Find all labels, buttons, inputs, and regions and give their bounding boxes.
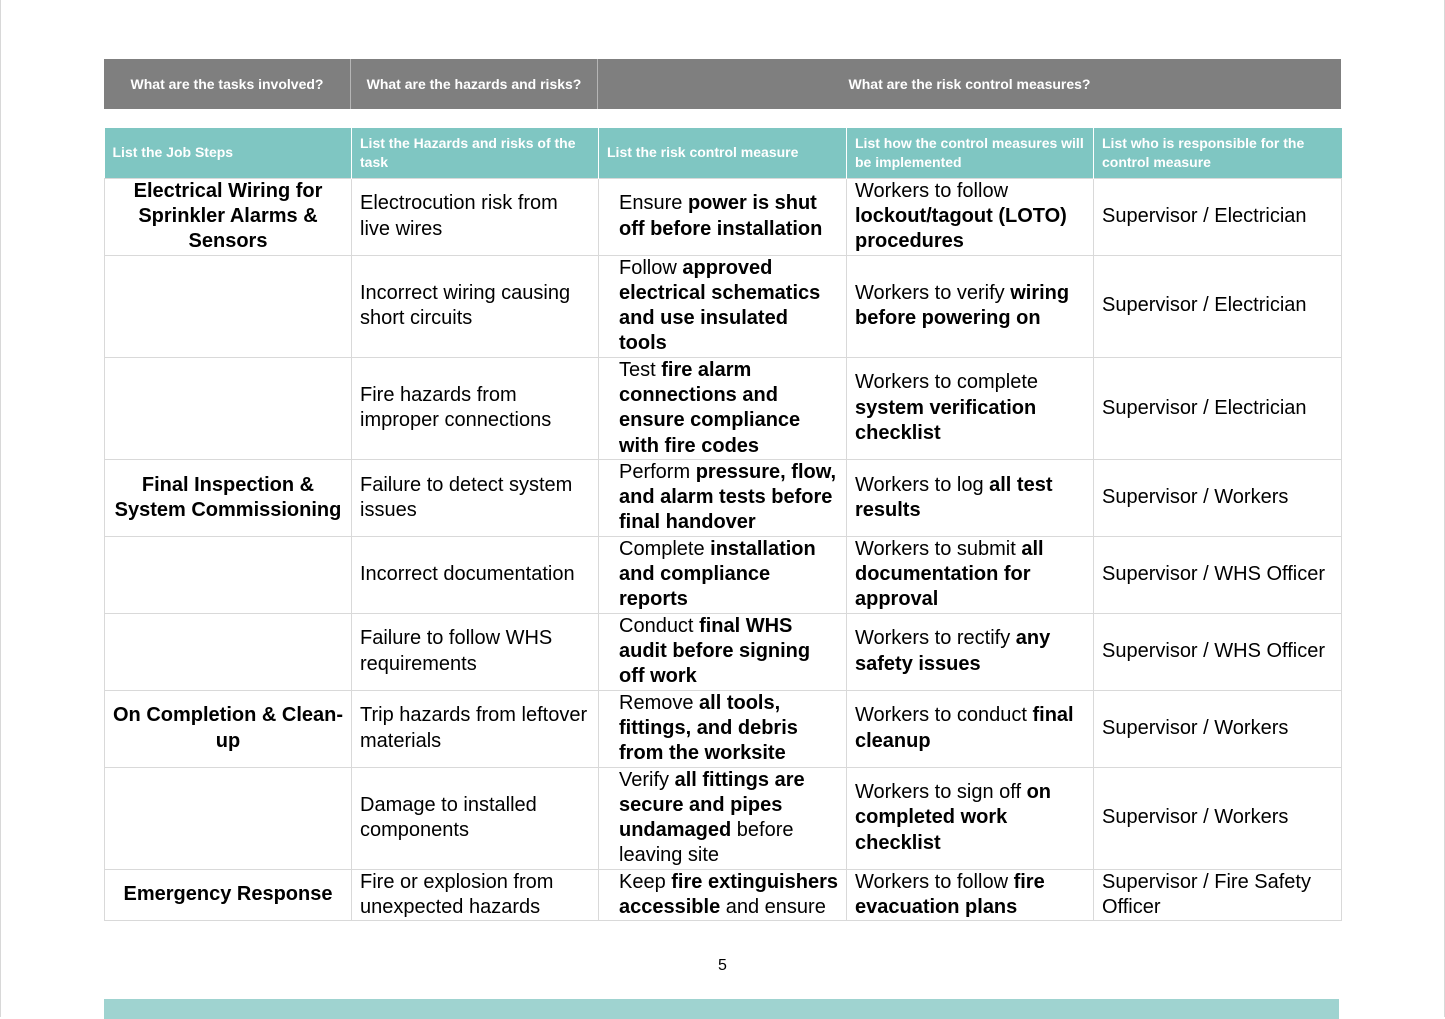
column-header-hazards: List the Hazards and risks of the task	[352, 128, 599, 178]
responsible-cell: Supervisor / Electrician	[1094, 178, 1342, 255]
header-tasks: What are the tasks involved?	[104, 59, 351, 109]
risk-assessment-table	[104, 128, 1342, 921]
text-segment: and ensure	[720, 896, 826, 919]
hazard-cell: Failure to detect system issues	[352, 459, 599, 536]
hazard-cell: Electrocution risk from live wires	[352, 178, 599, 255]
implementation-cell	[847, 690, 1094, 767]
bold-text-segment: all documentation for approval	[855, 537, 1044, 611]
implementation-cell	[847, 536, 1094, 613]
table-row	[105, 459, 1342, 536]
bold-text-segment: lockout/tagout (LOTO) procedures	[855, 204, 1067, 253]
bold-text-segment: on completed work checklist	[855, 781, 1051, 854]
responsible-cell: Supervisor / Workers	[1094, 459, 1342, 536]
bold-text-segment: system verification checklist	[855, 396, 1037, 444]
table-row	[105, 869, 1342, 921]
job-step-cell	[105, 613, 352, 690]
implementation-cell	[847, 178, 1094, 255]
text-segment: Workers to submit	[855, 537, 1022, 560]
page-number: 5	[718, 957, 727, 974]
bold-text-segment: final cleanup	[855, 704, 1074, 752]
control-cell	[599, 613, 847, 690]
implementation-cell	[847, 357, 1094, 459]
column-header-responsible: List who is responsible for the control measure	[1094, 128, 1342, 178]
bold-text-segment: fire extinguishers accessible	[619, 870, 838, 919]
job-step-cell	[105, 255, 352, 357]
job-step-cell	[105, 536, 352, 613]
text-segment: Workers to rectify	[855, 627, 1016, 650]
responsible-cell: Supervisor / WHS Officer	[1094, 536, 1342, 613]
implementation-cell	[847, 255, 1094, 357]
column-header-implementation: List how the control measures will be implemented	[847, 128, 1094, 178]
column-header-job-steps: List the Job Steps	[105, 128, 352, 178]
bold-text-segment: wiring before powering on	[855, 281, 1070, 330]
control-cell	[599, 255, 847, 357]
hazard-cell: Damage to installed components	[352, 767, 599, 869]
column-header-row	[105, 128, 1342, 178]
bold-text-segment: final WHS audit before signing off work	[619, 614, 811, 688]
control-cell	[599, 690, 847, 767]
column-header-control-measure: List the risk control measure	[599, 128, 847, 178]
job-step-cell	[105, 767, 352, 869]
table-row	[105, 767, 1342, 869]
hazard-cell: Fire or explosion from unexpected hazards	[352, 869, 599, 921]
footer-bar	[104, 999, 1339, 1019]
bold-text-segment: fire evacuation plans	[855, 870, 1045, 919]
text-segment: Workers to log	[855, 473, 990, 496]
responsible-cell: Supervisor / Fire Safety Officer	[1094, 869, 1342, 921]
table-row	[105, 536, 1342, 613]
text-segment: Follow	[619, 256, 683, 279]
bold-text-segment: approved electrical schematics and use insulated tools	[619, 256, 821, 355]
table-row	[105, 255, 1342, 357]
text-segment: Workers to verify	[855, 281, 1011, 304]
text-segment: Ensure	[619, 192, 688, 215]
table-row	[105, 178, 1342, 255]
control-cell	[599, 869, 847, 921]
text-segment: Perform	[619, 460, 696, 483]
implementation-cell	[847, 767, 1094, 869]
implementation-cell	[847, 869, 1094, 921]
text-segment: Workers to conduct	[855, 704, 1033, 727]
responsible-cell: Supervisor / WHS Officer	[1094, 613, 1342, 690]
job-step-cell: On Completion & Clean-up	[105, 690, 352, 767]
text-segment: Test	[619, 358, 662, 381]
hazard-cell: Trip hazards from leftover materials	[352, 690, 599, 767]
implementation-cell	[847, 459, 1094, 536]
text-segment: Workers to follow	[855, 870, 1014, 893]
control-cell	[599, 459, 847, 536]
section-header	[104, 59, 1341, 109]
responsible-cell: Supervisor / Electrician	[1094, 357, 1342, 459]
bold-text-segment: fire alarm connections and ensure compliance with fire codes	[619, 358, 801, 457]
header-hazards: What are the hazards and risks?	[351, 59, 598, 109]
responsible-cell: Supervisor / Workers	[1094, 767, 1342, 869]
hazard-cell: Incorrect wiring causing short circuits	[352, 255, 599, 357]
job-step-cell: Final Inspection & System Commissioning	[105, 459, 352, 536]
control-cell	[599, 357, 847, 459]
bold-text-segment: all fittings are secure and pipes undamaged	[619, 768, 805, 842]
bold-text-segment: power is shut off before installation	[619, 192, 823, 240]
hazard-cell: Fire hazards from improper connections	[352, 357, 599, 459]
bold-text-segment: pressure, flow, and alarm tests before final handover	[619, 460, 837, 534]
control-cell	[599, 178, 847, 255]
text-segment: Workers to complete	[855, 371, 1039, 394]
text-segment: Conduct	[619, 614, 700, 637]
job-step-cell: Emergency Response	[105, 869, 352, 921]
text-segment: Workers to follow	[855, 179, 1009, 202]
table-row	[105, 357, 1342, 459]
table-row	[105, 613, 1342, 690]
job-step-cell	[105, 357, 352, 459]
bold-text-segment: any safety issues	[855, 627, 1051, 675]
control-cell	[599, 767, 847, 869]
text-segment: Workers to sign off	[855, 781, 1027, 804]
text-segment: before leaving site	[619, 819, 794, 867]
hazard-cell: Failure to follow WHS requirements	[352, 613, 599, 690]
text-segment: Verify	[619, 768, 675, 791]
text-segment: Complete	[619, 537, 711, 560]
job-step-cell: Electrical Wiring for Sprinkler Alarms & Sensors	[105, 178, 352, 255]
responsible-cell: Supervisor / Workers	[1094, 690, 1342, 767]
header-controls: What are the risk control measures?	[848, 76, 1091, 92]
text-segment: Keep	[619, 870, 672, 893]
control-cell	[599, 536, 847, 613]
bold-text-segment: installation and compliance reports	[619, 537, 816, 611]
hazard-cell: Incorrect documentation	[352, 536, 599, 613]
implementation-cell	[847, 613, 1094, 690]
bold-text-segment: all tools, fittings, and debris from the worksite	[619, 691, 798, 765]
bold-text-segment: all test results	[855, 473, 1053, 521]
responsible-cell: Supervisor / Electrician	[1094, 255, 1342, 357]
text-segment: Remove	[619, 691, 700, 714]
table-row	[105, 690, 1342, 767]
